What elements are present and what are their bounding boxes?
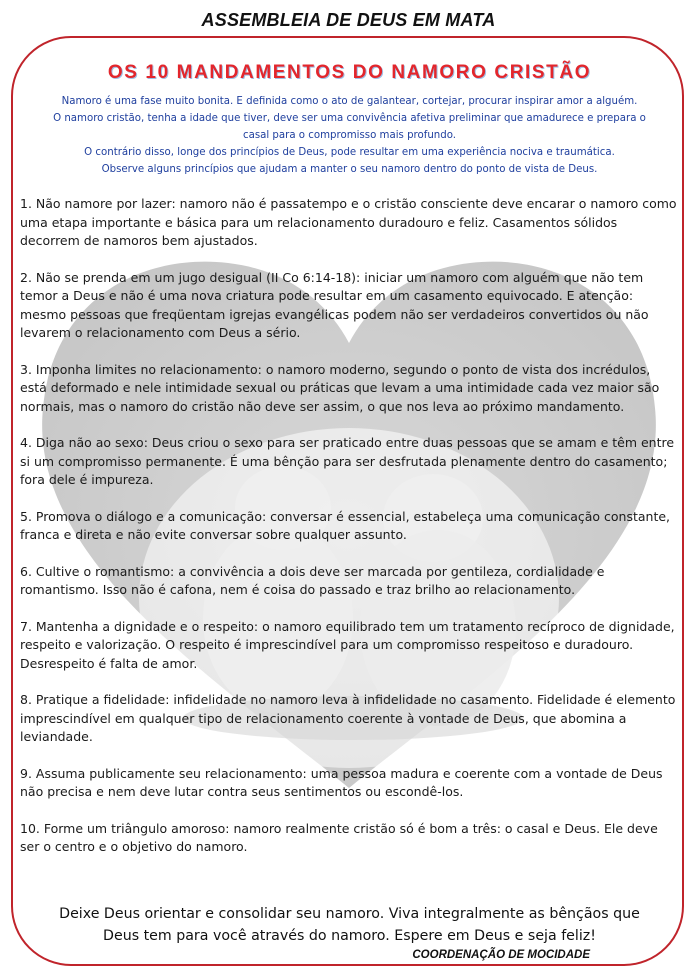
intro-paragraph: O contrário disso, longe dos princípios de Deus, pode resultar em uma experiência nociva e traumática. <box>84 147 615 158</box>
intro-paragraph: Observe alguns princípios que ajudam a manter o seu namoro dentro do ponto de vista de Deus. <box>101 164 598 175</box>
commandment-1: 1. Não namore por lazer: namoro não é passatempo e o cristão consciente deve encarar o namoro como uma etapa importante e básica para um relacionamento duradouro e feliz. Casamentos sólidos decorrem de namoros bem ajustados. <box>20 196 677 248</box>
document-frame <box>11 36 684 966</box>
commandment-6: 6. Cultive o romantismo: a convivência a dois deve ser marcada por gentileza, cordialidade e romantismo. Isso não é cafona, nem é coisa do passado e traz brilho ao relacionamento. <box>20 563 605 597</box>
commandment-7: 7. Mantenha a dignidade e o respeito: o namoro equilibrado tem um tratamento recíproco de dignidade, respeito e valorização. O respeito é imprescindível para um compromisso respeitoso e duradouro. Desrespeito é falta de amor. <box>20 618 675 671</box>
commandments-list <box>20 195 680 875</box>
commandment-3: 3. Imponha limites no relacionamento: o namoro moderno, segundo o ponto de vista dos incrédulos, está deformado e nele intimidade sexual ou práticas que levam a uma intimidade cada vez maior são normais, mas o namoro do cristão não deve ser assim, o que nos leva ao próximo mandamento. <box>20 361 660 414</box>
document-title: OS 10 MANDAMENTOS DO NAMORO CRISTÃO <box>107 62 592 83</box>
intro-paragraph: Namoro é uma fase muito bonita. E definida como o ato de galantear, cortejar, procurar inspirar amor a alguém. <box>61 96 638 107</box>
intro-section <box>43 93 656 178</box>
commandment-8: 8. Pratique a fidelidade: infidelidade no namoro leva à infidelidade no casamento. Fidelidade é elemento imprescindível em qualquer tipo de relacionamento coerente à vontade de Deus, que abomina a leviandade. <box>20 692 676 744</box>
commandment-2: 2. Não se prenda em um jugo desigual (II Co 6:14-18): iniciar um namoro com alguém que não tem temor a Deus e não é uma nova criatura pode resultar em um casamento equivocado. E atenção: mesmo pessoas que freqüentam igrejas evangélicas podem não ser verdadeiros convertidos ou não levarem o relacionamento com Deus a sério. <box>20 269 649 340</box>
closing-message: Deixe Deus orientar e consolidar seu namoro. Viva integralmente as bênçãos que Deus tem para você através do namoro. Espere em Deus e seja feliz! <box>59 906 640 944</box>
signature: COORDENAÇÃO DE MOCIDADE <box>412 949 590 961</box>
intro-paragraph: O namoro cristão, tenha a idade que tiver, deve ser uma convivência afetiva preliminar que amadurece e prepara o casal para o compromisso mais profundo. <box>53 113 646 141</box>
commandment-10: 10. Forme um triângulo amoroso: namoro realmente cristão só é bom a três: o casal e Deus. Ele deve ser o centro e o objetivo do namoro. <box>20 820 658 854</box>
commandment-9: 9. Assuma publicamente seu relacionamento: uma pessoa madura e coerente com a vontade de Deus não precisa e nem deve lutar contra seus sentimentos ou escondê-los. <box>20 765 663 799</box>
commandment-5: 5. Promova o diálogo e a comunicação: conversar é essencial, estabeleça uma comunicação constante, franca e direta e não evite conversar sobre qualquer assunto. <box>20 508 671 542</box>
commandment-4: 4. Diga não ao sexo: Deus criou o sexo para ser praticado entre duas pessoas que se amam e têm entre si um compromisso permanente. É uma bênção para ser desfrutada plenamente dentro do casamento; fora dele é impureza. <box>20 435 675 487</box>
church-name: ASSEMBLEIA DE DEUS EM MATA <box>201 10 496 30</box>
